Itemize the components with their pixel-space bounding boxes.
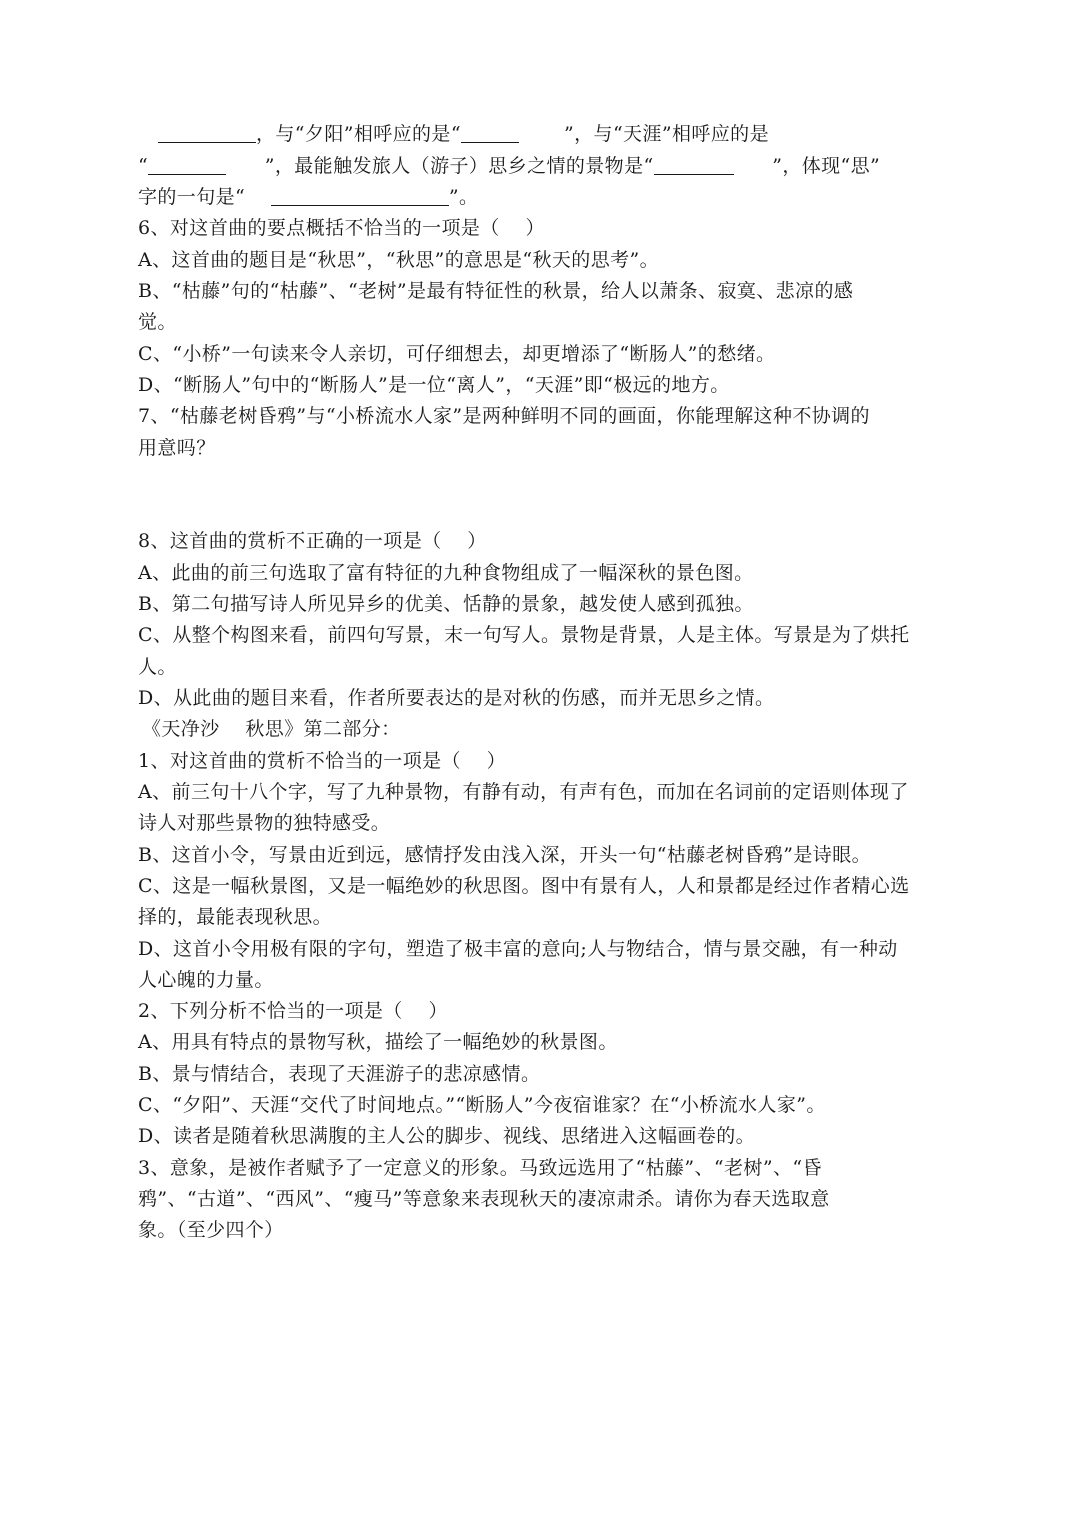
answer-blank[interactable] bbox=[271, 185, 449, 206]
p2-q3-line-1: 3、意象，是被作者赋予了一定意义的形象。马致远选用了“枯藤”、“老树”、“昏 bbox=[138, 1157, 822, 1179]
p2-q2-stem: 2、下列分析不恰当的一项是（ ） bbox=[138, 1000, 448, 1022]
q6-stem: 6、对这首曲的要点概括不恰当的一项是（ ） bbox=[138, 217, 545, 239]
p2-q3-line-2: 鸦”、“古道”、“西风”、“瘦马”等意象来表现秋天的凄凉肃杀。请你为春天选取意 bbox=[138, 1188, 830, 1210]
fill-blank-line-3: 字的一句是“ ”。 bbox=[138, 186, 479, 208]
p2-q3-line-3: 象。（至少四个） bbox=[138, 1219, 284, 1241]
p2-q1-option-a-line-1: A、前三句十八个字，写了九种景物，有静有动，有声有色，而加在名词前的定语则体现了 bbox=[138, 781, 909, 803]
q8-option-b: B、第二句描写诗人所见异乡的优美、恬静的景象，越发使人感到孤独。 bbox=[138, 593, 754, 615]
q8-option-a: A、此曲的前三句选取了富有特征的九种食物组成了一幅深秋的景色图。 bbox=[138, 562, 754, 584]
q6-option-c: C、“小桥”一句读来令人亲切，可仔细想去，却更增添了“断肠人”的愁绪。 bbox=[138, 343, 776, 365]
p2-q1-option-c-line-2: 择的，最能表现秋思。 bbox=[138, 906, 333, 928]
q7-line-1: 7、“枯藤老树昏鸦”与“小桥流水人家”是两种鲜明不同的画面，你能理解这种不协调的 bbox=[138, 405, 870, 427]
answer-blank[interactable] bbox=[461, 122, 519, 143]
q6-option-b-line-1: B、“枯藤”句的“枯藤”、“老树”是最有特征性的秋景，给人以萧条、寂寞、悲凉的感 bbox=[138, 280, 854, 302]
p2-q1-option-c-line-1: C、这是一幅秋景图，又是一幅绝妙的秋思图。图中有景有人，人和景都是经过作者精心选 bbox=[138, 875, 910, 897]
p2-q2-option-d: D、读者是随着秋思满腹的主人公的脚步、视线、思绪进入这幅画卷的。 bbox=[138, 1125, 756, 1147]
answer-blank[interactable] bbox=[148, 154, 226, 175]
q8-option-d: D、从此曲的题目来看，作者所要表达的是对秋的伤感，而并无思乡之情。 bbox=[138, 687, 775, 709]
p2-q1-option-d-line-2: 人心魄的力量。 bbox=[138, 969, 274, 991]
p2-q1-option-d-line-1: D、这首小令用极有限的字句，塑造了极丰富的意向;人与物结合，情与景交融，有一种动 bbox=[138, 938, 898, 960]
q6-option-b-line-2: 觉。 bbox=[138, 311, 177, 333]
q7-line-2: 用意吗？ bbox=[138, 437, 216, 459]
answer-blank[interactable] bbox=[654, 154, 734, 175]
p2-q1-option-b: B、这首小令，写景由近到远，感情抒发由浅入深，开头一句“枯藤老树昏鸦”是诗眼。 bbox=[138, 844, 871, 866]
p2-q1-option-a-line-2: 诗人对那些景物的独特感受。 bbox=[138, 812, 391, 834]
p2-q1-stem: 1、对这首曲的赏析不恰当的一项是（ ） bbox=[138, 750, 507, 772]
answer-blank[interactable] bbox=[158, 122, 256, 143]
q6-option-d: D、“断肠人”句中的“断肠人”是一位“离人”，“天涯”即“极远的地方。 bbox=[138, 374, 730, 396]
q8-stem: 8、这首曲的赏析不正确的一项是（ ） bbox=[138, 530, 487, 552]
q8-option-c-line-2: 人。 bbox=[138, 656, 177, 678]
fill-blank-line-1: ，与“夕阳”相呼应的是“ ”，与“天涯”相呼应的是 bbox=[158, 119, 769, 150]
q6-option-a: A、这首曲的题目是“秋思”，“秋思”的意思是“秋天的思考”。 bbox=[138, 249, 660, 271]
fill-blank-line-2: “ ”，最能触发旅人（游子）思乡之情的景物是“ ”，体现“思” bbox=[138, 155, 881, 177]
q8-option-c-line-1: C、从整个构图来看，前四句写景，末一句写人。景物是背景，人是主体。写景是为了烘托 bbox=[138, 624, 910, 646]
p2-q2-option-b: B、景与情结合，表现了天涯游子的悲凉感情。 bbox=[138, 1063, 541, 1085]
part2-heading: 《天净沙 秋思》第二部分： bbox=[142, 718, 401, 740]
p2-q2-option-c: C、“夕阳”、天涯“交代了时间地点。”“断肠人”今夜宿谁家？在“小桥流水人家”。 bbox=[138, 1094, 826, 1116]
p2-q2-option-a: A、用具有特点的景物写秋，描绘了一幅绝妙的秋景图。 bbox=[138, 1031, 618, 1053]
